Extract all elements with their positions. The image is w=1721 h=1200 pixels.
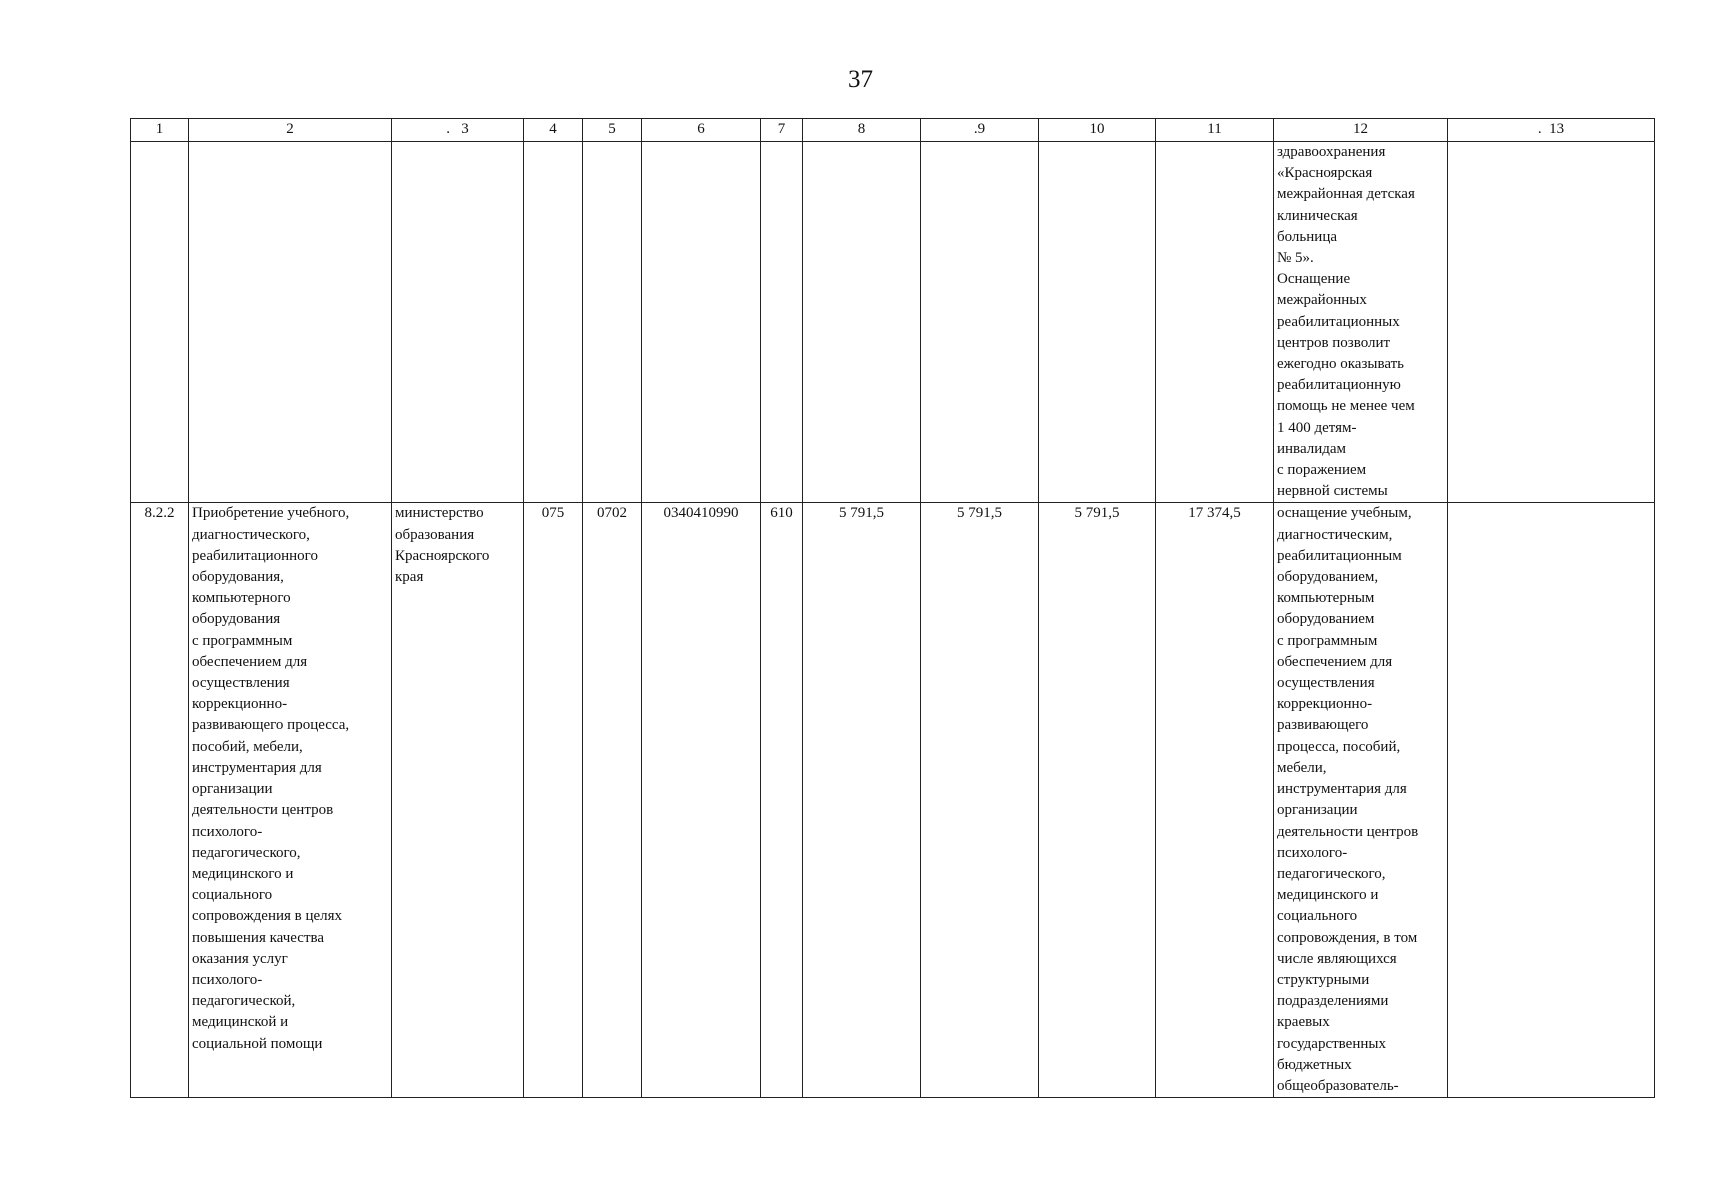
header-cell-6: 6 — [642, 119, 761, 142]
header-cell-5: 5 — [583, 119, 642, 142]
header-cell-11: 11 — [1156, 119, 1274, 142]
cell-amount-total — [1156, 142, 1274, 503]
header-cell-8: 8 — [803, 119, 921, 142]
cell-amount-9: 5 791,5 — [921, 503, 1039, 1098]
cell-code-7: 610 — [761, 503, 803, 1098]
cell-amount-8 — [803, 142, 921, 503]
cell-code-5: 0702 — [583, 503, 642, 1098]
page-number: 37 — [848, 66, 873, 93]
cell-code-6: 0340410990 — [642, 503, 761, 1098]
cell-responsible: министерство образования Красноярского края — [392, 503, 524, 1098]
cell-result: оснащение учебным, диагностическим, реабилитационным оборудованием, компьютерным оборудованием с программным обеспечением для осуществления коррекционно- развивающего процесса, пособий, мебели, инструментария для организации деятельности центров психолого- педагогического, медицинского и социального сопровождения, в том числе являющихся структурными подразделениями краевых государственных бюджетных общеобразователь- — [1274, 503, 1448, 1098]
cell-code-4: 075 — [524, 503, 583, 1098]
cell-amount-10 — [1039, 142, 1156, 503]
cell-code-7 — [761, 142, 803, 503]
header-cell-2: 2 — [189, 119, 392, 142]
table-row — [131, 142, 1655, 503]
header-cell-7: 7 — [761, 119, 803, 142]
cell-amount-10: 5 791,5 — [1039, 503, 1156, 1098]
cell-responsible — [392, 142, 524, 503]
budget-table — [130, 118, 1655, 1098]
cell-amount-total: 17 374,5 — [1156, 503, 1274, 1098]
cell-note — [1448, 142, 1655, 503]
header-row — [131, 119, 1655, 142]
cell-number — [131, 142, 189, 503]
header-cell-3: . 3 — [392, 119, 524, 142]
cell-code-6 — [642, 142, 761, 503]
cell-description: Приобретение учебного, диагностического, реабилитационного оборудования, компьютерного оборудования с программным обеспечением для осуществления коррекционно- развивающего процесса, пособий, мебели, инструментария для организации деятельности центров психолого- педагогического, медицинского и социального сопровождения в целях повышения качества оказания услуг психолого- педагогической, медицинской и социальной помощи — [189, 503, 392, 1098]
table-row — [131, 503, 1655, 1098]
cell-amount-8: 5 791,5 — [803, 503, 921, 1098]
cell-result: здравоохранения «Красноярская межрайонная детская клиническая больница № 5». Оснащение межрайонных реабилитационных центров позволит ежегодно оказывать реабилитационную помощь не менее чем 1 400 детям- инвалидам с поражением нервной системы — [1274, 142, 1448, 503]
header-cell-1: 1 — [131, 119, 189, 142]
cell-code-5 — [583, 142, 642, 503]
header-cell-4: 4 — [524, 119, 583, 142]
header-cell-9: .9 — [921, 119, 1039, 142]
cell-description — [189, 142, 392, 503]
cell-code-4 — [524, 142, 583, 503]
header-cell-10: 10 — [1039, 119, 1156, 142]
cell-number: 8.2.2 — [131, 503, 189, 1098]
header-cell-13: . 13 — [1448, 119, 1655, 142]
cell-note — [1448, 503, 1655, 1098]
cell-amount-9 — [921, 142, 1039, 503]
header-cell-12: 12 — [1274, 119, 1448, 142]
